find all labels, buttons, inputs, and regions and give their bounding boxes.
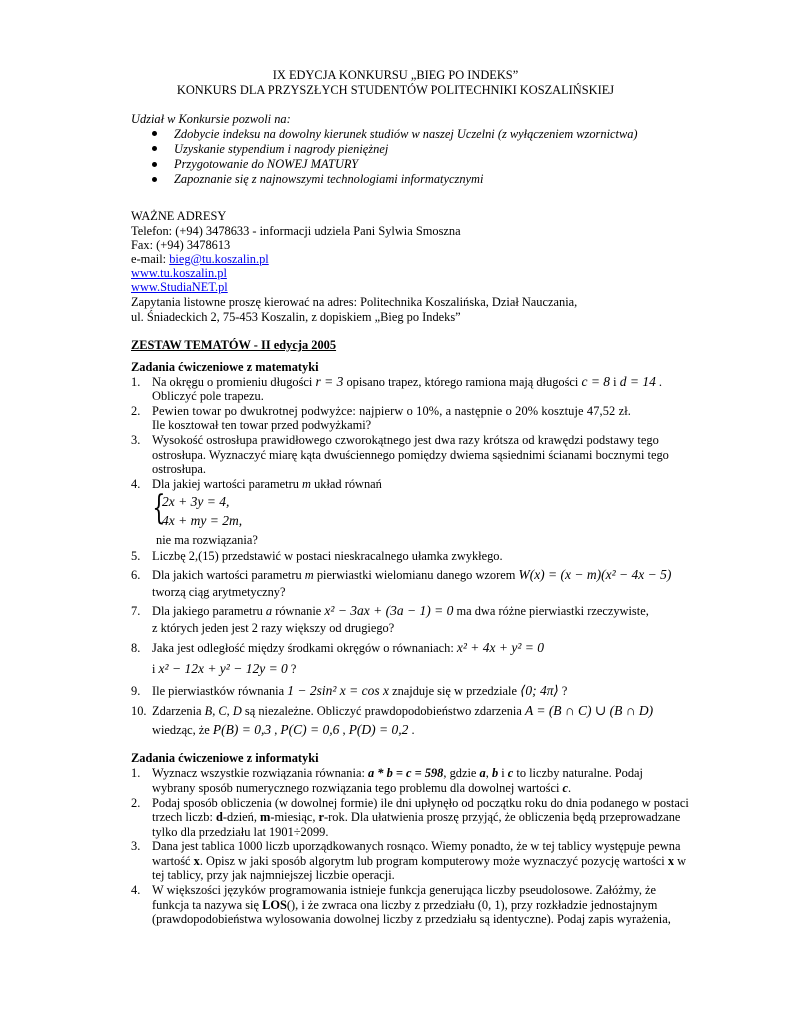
var-a: a xyxy=(479,766,486,780)
math-item-3-line-3: ostrosłupa. xyxy=(152,462,207,476)
interval-formula: ⟨0; 4π⟩ xyxy=(520,683,559,698)
system-brace: { xyxy=(152,488,166,528)
math-item-number: 4. xyxy=(131,477,141,491)
text-run: Dla jakiego parametru xyxy=(152,604,266,618)
math-item-2-line-1: Pewien towar po dwukrotnej podwyżce: najpierw o 10%, a następnie o 20% kosztuje 47,52 zł. xyxy=(152,404,631,418)
trig-formula: 1 − 2sin² x = cos x xyxy=(287,683,389,698)
math-formula xyxy=(287,683,389,698)
header-line-2: KONKURS DLA PRZYSZŁYCH STUDENTÓW POLITECHNIKI KOSZALIŃSKIEJ xyxy=(176,83,615,97)
math-item-number: 1. xyxy=(131,375,141,389)
text-run: wartość xyxy=(152,854,194,868)
eq-1-text: 2x + 3y = 4, xyxy=(162,494,230,509)
text-run: opisano trapez, którego ramiona mają długości xyxy=(343,375,582,389)
math-formula xyxy=(349,722,409,737)
math-heading: Zadania ćwiczeniowe z matematyki xyxy=(131,360,319,374)
text-run: to liczby naturalne. Podaj xyxy=(513,766,644,780)
it-heading: Zadania ćwiczeniowe z informatyki xyxy=(131,751,319,765)
math-formula xyxy=(280,722,339,737)
var-m: m xyxy=(260,810,271,824)
intro-bullet-1: Zdobycie indeksu na dowolny kierunek studiów w naszej Uczelni (z wyłączeniem wzornictwa) xyxy=(174,127,638,141)
text-run: . Opisz w jaki sposób algorytm lub program komputerowy może wyznaczyć pozycję wartości xyxy=(199,854,668,868)
it-item-2-line-1: Podaj sposób obliczenia (w dowolnej formie) ile dni upłynęło od początku roku do dnia podanego w postaci xyxy=(152,796,689,810)
func-los: LOS xyxy=(262,898,287,912)
math-item-9-line-1 xyxy=(152,683,567,699)
text-run: -rok. Dla ułatwienia proszę przyjąć, że obliczenia będą przeprowadzane xyxy=(324,810,681,824)
website-link-1-text[interactable]: www.tu.koszalin.pl xyxy=(131,266,227,280)
math-formula xyxy=(581,374,610,389)
system-eq-1 xyxy=(162,494,229,509)
text-run: równanie xyxy=(272,604,325,618)
event-vars: B, C, D xyxy=(204,704,242,718)
email-line xyxy=(131,252,269,267)
math-formula xyxy=(213,722,271,737)
text-run: -miesiąc, xyxy=(270,810,319,824)
param-m: m xyxy=(302,477,311,491)
math-item-number: 10. xyxy=(131,704,147,718)
it-item-2-line-3: tylko dla przedziału lat 1901÷2099. xyxy=(152,825,329,839)
math-item-number: 5. xyxy=(131,549,141,563)
text-run: ma dwa różne pierwiastki rzeczywiste, xyxy=(453,604,649,618)
math-item-8-line-2 xyxy=(152,661,296,677)
math-formula xyxy=(520,683,559,698)
website-link-1[interactable] xyxy=(131,266,227,281)
text-run: układ równań xyxy=(310,477,382,491)
website-link-2[interactable] xyxy=(131,280,228,295)
text-run: ? xyxy=(287,662,297,676)
it-item-2-line-2 xyxy=(152,810,680,825)
equation-bold: a * b = c = 598 xyxy=(368,766,444,780)
mail-line-2: ul. Śniadeckich 2, 75-453 Koszalin, z dopiskiem „Bieg po Indeks” xyxy=(131,310,461,324)
math-formula xyxy=(518,567,671,582)
var-b: b xyxy=(491,766,499,780)
event-formula: A = (B ∩ C) ∪ (B ∩ D) xyxy=(524,703,654,718)
text-run: (), i że zwraca ona liczby z przedziału (0, 1), przy rozkładzie jednostajnym xyxy=(286,898,658,912)
it-item-number: 3. xyxy=(131,839,141,853)
topics-title: ZESTAW TEMATÓW - II edycja 2005 xyxy=(131,338,337,352)
addresses-heading: WAŻNE ADRESY xyxy=(131,209,227,223)
math-item-2-line-2: Ile kosztował ten towar przed podwyżkami? xyxy=(152,418,372,432)
text-run: Dla jakiej wartości parametru xyxy=(152,477,303,491)
it-item-3-line-1: Dana jest tablica 1000 liczb uporządkowanych rosnąco. Wiemy ponadto, że w tej tablicy występuje pewna xyxy=(152,839,681,853)
it-item-4-line-1: W większości języków programowania istnieje funkcja generująca liczby pseudolosowe. Załóżmy, że xyxy=(152,883,657,897)
text-run: ? xyxy=(558,684,568,698)
website-link-2-text[interactable]: www.StudiaNET.pl xyxy=(131,280,228,294)
math-item-number: 2. xyxy=(131,404,141,418)
math-item-4-line-3: nie ma rozwiązania? xyxy=(156,533,258,547)
text-run: i xyxy=(152,662,159,676)
text-run: są niezależne. Obliczyć prawdopodobieństwo zdarzenia xyxy=(241,704,525,718)
text-run: Jaka jest odległość między środkami okręgów o równaniach: xyxy=(152,641,457,655)
text-run: . xyxy=(408,723,415,737)
email-label: e-mail: xyxy=(131,252,170,266)
it-item-1-line-2 xyxy=(152,781,571,796)
math-formula xyxy=(324,603,453,618)
text-run: Na okręgu o promieniu długości xyxy=(152,375,316,389)
param-a: a xyxy=(265,604,273,618)
text-run: znajduje się w przedziale xyxy=(389,684,521,698)
math-item-10-line-2 xyxy=(152,722,415,738)
text-run: pierwiastki wielomianu danego wzorem xyxy=(313,568,519,582)
math-item-number: 3. xyxy=(131,433,141,447)
text-run: w xyxy=(674,854,687,868)
formula-d: d = 14 xyxy=(619,374,656,389)
math-formula xyxy=(315,374,343,389)
mail-line-1: Zapytania listowne proszę kierować na adres: Politechnika Koszalińska, Dział Nauczania, xyxy=(131,295,578,309)
it-item-3-line-2 xyxy=(152,854,686,869)
intro-bullet-4: Zapoznanie się z najnowszymi technologiami informatycznymi xyxy=(174,172,484,186)
math-item-number: 7. xyxy=(131,604,141,618)
intro-bullet-3: Przygotowanie do NOWEJ MATURY xyxy=(174,157,359,171)
it-item-number: 4. xyxy=(131,883,141,897)
text-run: wybrany sposób numerycznego rozwiązania tego problemu dla dowolnej wartości xyxy=(152,781,563,795)
math-formula xyxy=(525,703,653,718)
intro-lead: Udział w Konkursie pozwoli na: xyxy=(131,112,291,126)
math-item-1-line-2: Obliczyć pole trapezu. xyxy=(152,389,264,403)
it-item-number: 2. xyxy=(131,796,141,810)
text-run: Ile pierwiastków równania xyxy=(152,684,288,698)
formula-c: c = 8 xyxy=(581,374,611,389)
var-d: d xyxy=(215,810,223,824)
var-x: x xyxy=(193,854,200,868)
math-item-1-line-1 xyxy=(152,374,662,390)
math-item-10-line-1 xyxy=(152,703,653,719)
math-item-3-line-1: Wysokość ostrosłupa prawidłowego czworokątnego jest dwa razy krótsza od krawędzi podstawy tego xyxy=(152,433,659,447)
phone-line: Telefon: (+94) 3478633 - informacji udziela Pani Sylwia Smoszna xyxy=(131,224,461,238)
text-run: Zdarzenia xyxy=(152,704,205,718)
text-run: Dla jakich wartości parametru xyxy=(152,568,305,582)
intro-bullet-2: Uzyskanie stypendium i nagrody pieniężnej xyxy=(174,142,389,156)
math-item-4-line-1 xyxy=(152,477,382,492)
text-run: , xyxy=(271,723,281,737)
eq-2-text: 4x + my = 2m, xyxy=(162,513,243,528)
math-formula xyxy=(620,374,656,389)
formula-r: r = 3 xyxy=(315,374,344,389)
equation-formula: x² − 3ax + (3a − 1) = 0 xyxy=(324,603,454,618)
it-item-3-line-3: tej tablicy, przy jak najmniejszej liczbie operacji. xyxy=(152,868,395,882)
text-run: i xyxy=(498,766,508,780)
system-eq-2 xyxy=(162,513,242,528)
circle-2-formula: x² − 12x + y² − 12y = 0 xyxy=(158,661,288,676)
math-item-8-line-1 xyxy=(152,640,544,656)
prob-c: P(C) = 0,6 xyxy=(280,722,340,737)
header-line-1: IX EDYCJA KONKURSU „BIEG PO INDEKS” xyxy=(272,68,519,82)
it-item-4-line-3: (prawdopodobieństwa wylosowania dowolnej liczby z przedziału są identyczne). Podaj zapis wyrażenia, xyxy=(152,912,671,926)
var-c: c xyxy=(562,781,568,795)
it-item-number: 1. xyxy=(131,766,141,780)
math-item-5-line-1: Liczbę 2,(15) przedstawić w postaci nieskracalnego ułamka zwykłego. xyxy=(152,549,503,563)
var-c: c xyxy=(507,766,514,780)
param-m: m xyxy=(304,568,314,582)
text-run: , gdzie xyxy=(443,766,480,780)
it-item-1-line-1 xyxy=(152,766,643,781)
math-item-number: 8. xyxy=(131,641,141,655)
circle-1-formula: x² + 4x + y² = 0 xyxy=(456,640,545,655)
text-run: trzech liczb: xyxy=(152,810,216,824)
bullet-dot xyxy=(152,131,157,136)
text-run: Wyznacz wszystkie rozwiązania równania: xyxy=(152,766,368,780)
text-run: wiedząc, że xyxy=(152,723,213,737)
math-item-6-line-1 xyxy=(152,567,671,583)
polynomial-formula: W(x) = (x − m)(x² − 4x − 5) xyxy=(518,567,672,582)
prob-d: P(D) = 0,2 xyxy=(348,722,409,737)
math-formula xyxy=(457,640,544,655)
var-r: r xyxy=(318,810,325,824)
it-item-4-line-2 xyxy=(152,898,657,913)
math-item-6-line-2: tworzą ciąg arytmetyczny? xyxy=(152,585,286,599)
text-run: . xyxy=(655,375,663,389)
text-run: , xyxy=(339,723,349,737)
math-item-7-line-1 xyxy=(152,603,649,619)
fax-line: Fax: (+94) 3478613 xyxy=(131,238,231,252)
math-formula xyxy=(159,661,288,676)
text-run: , xyxy=(485,766,492,780)
text-run: -dzień, xyxy=(222,810,261,824)
var-x: x xyxy=(667,854,675,868)
math-item-3-line-2: ostrosłupa. Wyznaczyć miarę kąta dwuściennego pomiędzy dwiema sąsiednimi ścianami bocznymi tego xyxy=(152,448,669,462)
math-item-number: 6. xyxy=(131,568,141,582)
math-item-number: 9. xyxy=(131,684,141,698)
prob-b: P(B) = 0,3 xyxy=(212,722,272,737)
math-item-7-line-2: z których jeden jest 2 razy większy od drugiego? xyxy=(152,621,395,635)
bullet-dot xyxy=(152,146,157,151)
text-run: i xyxy=(610,375,620,389)
text-run: . xyxy=(568,781,572,795)
email-link[interactable]: bieg@tu.koszalin.pl xyxy=(169,252,269,266)
bullet-dot xyxy=(152,177,157,182)
text-run: funkcja ta nazywa się xyxy=(152,898,263,912)
bullet-dot xyxy=(152,162,157,167)
